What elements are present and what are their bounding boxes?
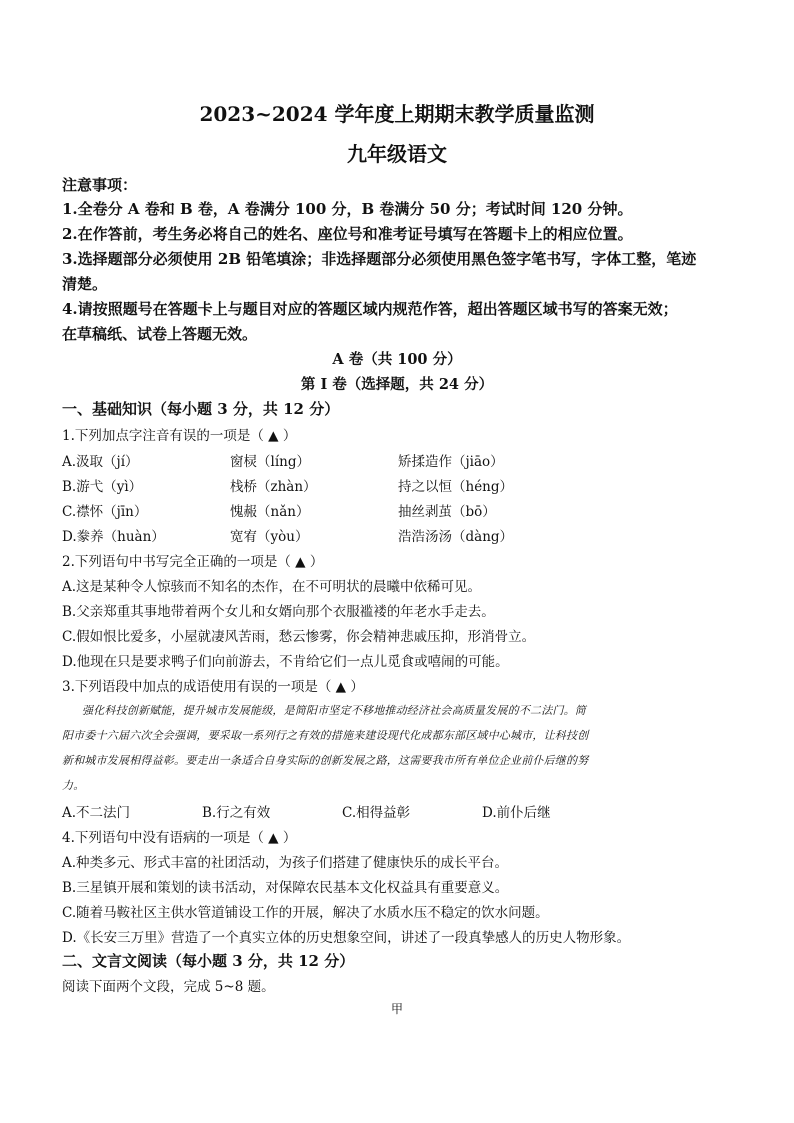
section1-heading: 一、基础知识（每小题 3 分，共 12 分） [62,400,340,418]
q1-option: 浩浩汤汤（dàng） [398,529,514,545]
exam-title: 2023~2024 学年度上期期末教学质量监测 [199,102,595,126]
a-volume-heading: A 卷（共 100 分） [332,351,462,368]
q3-option: D.前仆后继 [482,805,551,821]
note-line: 1.全卷分 A 卷和 B 卷，A 卷满分 100 分，B 卷满分 50 分；考试时间 120 分钟。 [62,200,633,218]
q1-option: 宽宥（yòu） [230,529,309,545]
note-line: 清楚。 [62,275,108,293]
q1-option: 持之以恒（héng） [398,479,514,495]
q2-option: C.假如恨比爱多，小屋就凄风苦雨，愁云惨雾，你会精神悲戚压抑，形消骨立。 [62,629,536,645]
q1-option: 栈桥（zhàn） [230,479,317,495]
q2-option: D.他现在只是要求鸭子们向前游去，不肯给它们一点儿觅食或嘻闹的可能。 [62,654,509,670]
part1-heading: 第 I 卷（选择题，共 24 分） [300,376,494,393]
q3-option: B.行之有效 [202,805,271,821]
q4-option: A.种类多元、形式丰富的社团活动，为孩子们搭建了健康快乐的成长平台。 [62,855,509,871]
q2-option: B.父亲郑重其事地带着两个女儿和女婿向那个衣服褴褛的年老水手走去。 [62,604,495,620]
note-line: 在草稿纸、试卷上答题无效。 [62,325,258,343]
section2-heading: 二、文言文阅读（每小题 3 分，共 12 分） [62,952,355,970]
q1-option: C.襟怀（jīn） [62,504,148,520]
passage-label: 甲 [390,1002,403,1016]
q2-option: A.这是某种令人惊骇而不知名的杰作，在不可明状的晨曦中依稀可见。 [62,579,482,595]
q3-option: A.不二法门 [62,805,131,821]
q1-option: D.豢养（huàn） [62,529,165,545]
section2-intro: 阅读下面两个文段，完成 5~8 题。 [62,979,275,995]
note-line: 4.请按照题号在答题卡上与题目对应的答题区域内规范作答，超出答题区域书写的答案无效； [62,300,678,318]
q3-passage-line: 强化科技创新赋能，提升城市发展能级，是简阳市坚定不移地推动经济社会高质量发展的不二法门。简 [82,704,586,717]
q3-passage-line: 阳市委十六届六次全会强调，要采取一系列行之有效的措施来建设现代化成都东部区域中心城市，让科技创 [62,729,589,742]
q4-option: D.《长安三万里》营造了一个真实立体的历史想象空间，讲述了一段真挚感人的历史人物形象。 [62,930,631,946]
note-line: 2.在作答前，考生务必将自己的姓名、座位号和准考证号填写在答题卡上的相应位置。 [62,225,633,243]
question-4-stem: 4.下列语句中没有语病的一项是（ ▲ ） [62,830,297,846]
question-2-stem: 2.下列语句中书写完全正确的一项是（ ▲ ） [62,554,324,570]
q1-option: 愧赧（nǎn） [230,504,310,520]
q3-passage-line: 力。 [62,779,85,792]
notes-heading: 注意事项： [62,176,138,194]
exam-subtitle: 九年级语文 [347,142,447,166]
q1-option: B.游弋（yì） [62,479,143,495]
q1-option: 窗棂（líng） [230,454,310,470]
q4-option: B.三星镇开展和策划的读书活动，对保障农民基本文化权益具有重要意义。 [62,880,509,896]
q1-option: A.汲取（jí） [62,454,139,470]
q3-option: C.相得益彰 [342,805,411,821]
q3-passage-line: 新和城市发展相得益彰。要走出一条适合自身实际的创新发展之路，这需要我市所有单位企业前仆后继的努 [62,754,589,767]
q4-option: C.随着马鞍社区主供水管道铺设工作的开展，解决了水质水压不稳定的饮水问题。 [62,905,549,921]
q1-option: 抽丝剥茧（bō） [398,504,496,520]
note-line: 3.选择题部分必须使用 2B 铅笔填涂；非选择题部分必须使用黑色签字笔书写，字体工整，笔迹 [62,250,697,268]
question-1-stem: 1.下列加点字注音有误的一项是（ ▲ ） [62,428,297,444]
q1-option: 矫揉造作（jiāo） [398,454,504,470]
question-3-stem: 3.下列语段中加点的成语使用有误的一项是（ ▲ ） [62,679,364,695]
